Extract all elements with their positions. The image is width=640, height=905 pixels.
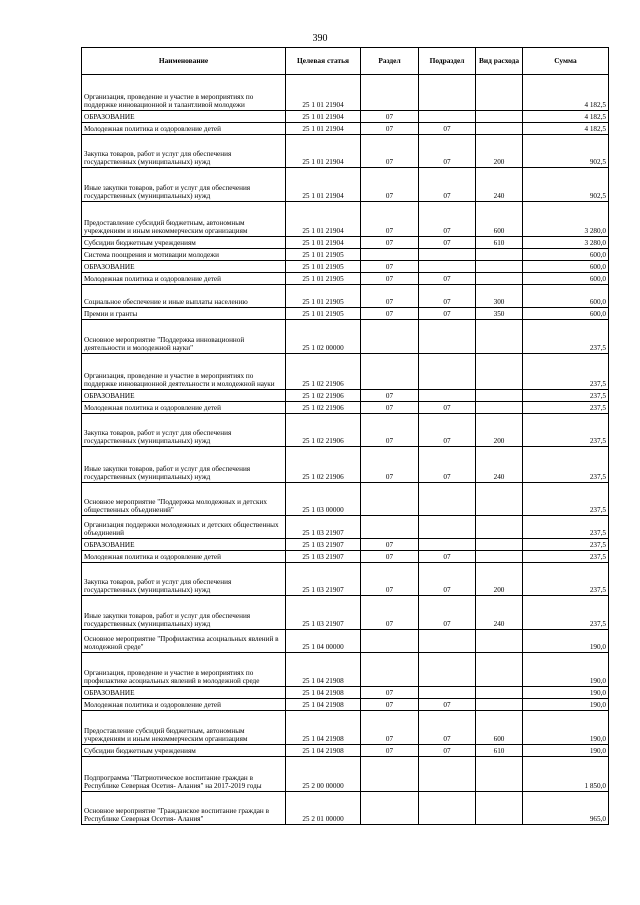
cell-code: 25 1 04 21908 <box>286 653 361 687</box>
table-row <box>82 745 609 757</box>
cell-code: 25 1 01 21905 <box>286 261 361 273</box>
cell-name: Предоставление субсидий бюджетным, автономным учреждениям и иным некоммерческим организациям <box>82 202 286 237</box>
cell-subsection: 07 <box>419 202 476 237</box>
cell-name: Молодежная политика и оздоровление детей <box>82 402 286 414</box>
cell-sum: 190,0 <box>523 630 609 653</box>
table-row <box>82 551 609 563</box>
cell-sum: 190,0 <box>523 711 609 745</box>
header-name: Наименование <box>82 48 286 75</box>
cell-name: Иные закупки товаров, работ и услуг для обеспечения государственных (муниципальных) нужд <box>82 596 286 630</box>
cell-section: 07 <box>361 402 419 414</box>
cell-expense <box>476 630 523 653</box>
table-row <box>82 402 609 414</box>
cell-section <box>361 757 419 792</box>
cell-expense: 200 <box>476 563 523 596</box>
cell-section: 07 <box>361 111 419 123</box>
cell-subsection: 07 <box>419 135 476 168</box>
cell-sum: 3 280,0 <box>523 202 609 237</box>
cell-subsection <box>419 111 476 123</box>
table-row <box>82 285 609 308</box>
cell-code: 25 1 01 21905 <box>286 249 361 261</box>
cell-code: 25 1 01 21905 <box>286 308 361 320</box>
cell-code: 25 1 03 00000 <box>286 483 361 516</box>
cell-code: 25 1 03 21907 <box>286 596 361 630</box>
cell-sum: 237,5 <box>523 551 609 563</box>
cell-section: 07 <box>361 447 419 483</box>
cell-subsection <box>419 792 476 825</box>
cell-sum: 1 850,0 <box>523 757 609 792</box>
cell-sum: 237,5 <box>523 414 609 447</box>
cell-sum: 237,5 <box>523 320 609 354</box>
cell-expense <box>476 261 523 273</box>
cell-code: 25 1 01 21904 <box>286 75 361 111</box>
cell-section: 07 <box>361 699 419 711</box>
cell-name: Иные закупки товаров, работ и услуг для обеспечения государственных (муниципальных) нужд <box>82 447 286 483</box>
cell-sum: 190,0 <box>523 687 609 699</box>
cell-name: Основное мероприятие "Профилактика асоциальных явлений в молодежной среде" <box>82 630 286 653</box>
header-code: Целевая статья <box>286 48 361 75</box>
cell-section <box>361 792 419 825</box>
table-row <box>82 630 609 653</box>
cell-subsection <box>419 390 476 402</box>
table-row <box>82 261 609 273</box>
table-row <box>82 563 609 596</box>
cell-code: 25 1 04 21908 <box>286 745 361 757</box>
cell-sum: 237,5 <box>523 483 609 516</box>
cell-expense: 600 <box>476 202 523 237</box>
cell-section <box>361 653 419 687</box>
cell-subsection: 07 <box>419 551 476 563</box>
cell-section: 07 <box>361 285 419 308</box>
cell-expense <box>476 75 523 111</box>
table-row <box>82 202 609 237</box>
cell-sum: 902,5 <box>523 168 609 202</box>
cell-sum: 4 182,5 <box>523 123 609 135</box>
cell-subsection: 07 <box>419 414 476 447</box>
cell-code: 25 1 01 21904 <box>286 168 361 202</box>
cell-section: 07 <box>361 563 419 596</box>
cell-expense <box>476 516 523 539</box>
cell-section: 07 <box>361 687 419 699</box>
cell-code: 25 1 02 21906 <box>286 402 361 414</box>
cell-name: ОБРАЗОВАНИЕ <box>82 111 286 123</box>
cell-subsection <box>419 354 476 390</box>
cell-code: 25 1 01 21905 <box>286 273 361 285</box>
cell-expense: 300 <box>476 285 523 308</box>
cell-code: 25 2 00 00000 <box>286 757 361 792</box>
cell-sum: 237,5 <box>523 447 609 483</box>
header-section: Раздел <box>361 48 419 75</box>
cell-section: 07 <box>361 123 419 135</box>
cell-name: Премии и гранты <box>82 308 286 320</box>
cell-sum: 600,0 <box>523 261 609 273</box>
cell-subsection: 07 <box>419 168 476 202</box>
cell-subsection <box>419 539 476 551</box>
cell-sum: 600,0 <box>523 285 609 308</box>
cell-section: 07 <box>361 261 419 273</box>
cell-name: Субсидии бюджетным учреждениям <box>82 237 286 249</box>
cell-sum: 4 182,5 <box>523 111 609 123</box>
cell-subsection: 07 <box>419 273 476 285</box>
table-row <box>82 168 609 202</box>
cell-name: Подпрограмма "Патриотическое воспитание граждан в Республике Северная Осетия- Алания" на 2017-2019 годы <box>82 757 286 792</box>
cell-sum: 600,0 <box>523 308 609 320</box>
cell-sum: 237,5 <box>523 354 609 390</box>
cell-code: 25 1 02 21906 <box>286 354 361 390</box>
cell-subsection <box>419 75 476 111</box>
cell-sum: 190,0 <box>523 699 609 711</box>
cell-expense <box>476 792 523 825</box>
cell-subsection: 07 <box>419 285 476 308</box>
cell-name: Социальное обеспечение и иные выплаты населению <box>82 285 286 308</box>
cell-expense <box>476 111 523 123</box>
cell-expense <box>476 687 523 699</box>
table-row <box>82 249 609 261</box>
table-row <box>82 414 609 447</box>
table-row <box>82 447 609 483</box>
cell-expense: 200 <box>476 414 523 447</box>
cell-expense: 240 <box>476 447 523 483</box>
cell-name: Иные закупки товаров, работ и услуг для обеспечения государственных (муниципальных) нужд <box>82 168 286 202</box>
cell-name: Субсидии бюджетным учреждениям <box>82 745 286 757</box>
cell-code: 25 1 03 21907 <box>286 563 361 596</box>
cell-section <box>361 249 419 261</box>
cell-expense <box>476 390 523 402</box>
cell-name: Молодежная политика и оздоровление детей <box>82 551 286 563</box>
table-row <box>82 320 609 354</box>
table-row <box>82 653 609 687</box>
cell-subsection: 07 <box>419 447 476 483</box>
cell-expense: 610 <box>476 237 523 249</box>
cell-subsection: 07 <box>419 596 476 630</box>
cell-subsection <box>419 483 476 516</box>
table-row <box>82 390 609 402</box>
cell-name: ОБРАЗОВАНИЕ <box>82 261 286 273</box>
cell-expense: 350 <box>476 308 523 320</box>
cell-expense <box>476 653 523 687</box>
cell-name: ОБРАЗОВАНИЕ <box>82 390 286 402</box>
page-number: 390 <box>312 33 328 44</box>
cell-section: 07 <box>361 551 419 563</box>
cell-name: Молодежная политика и оздоровление детей <box>82 273 286 285</box>
table-header-row <box>82 48 609 75</box>
cell-section: 07 <box>361 237 419 249</box>
cell-name: Закупка товаров, работ и услуг для обеспечения государственных (муниципальных) нужд <box>82 414 286 447</box>
cell-sum: 237,5 <box>523 596 609 630</box>
cell-code: 25 1 01 21904 <box>286 202 361 237</box>
table-row <box>82 237 609 249</box>
table-row <box>82 699 609 711</box>
cell-code: 25 1 02 21906 <box>286 447 361 483</box>
cell-expense: 600 <box>476 711 523 745</box>
cell-code: 25 1 01 21904 <box>286 135 361 168</box>
cell-subsection: 07 <box>419 402 476 414</box>
cell-code: 25 1 01 21905 <box>286 285 361 308</box>
cell-subsection: 07 <box>419 711 476 745</box>
cell-sum: 4 182,5 <box>523 75 609 111</box>
cell-sum: 237,5 <box>523 516 609 539</box>
cell-expense <box>476 699 523 711</box>
cell-code: 25 1 02 21906 <box>286 390 361 402</box>
cell-name: Основное мероприятие "Поддержка инновационной деятельности и молодежной науки" <box>82 320 286 354</box>
cell-name: ОБРАЗОВАНИЕ <box>82 687 286 699</box>
cell-name: Закупка товаров, работ и услуг для обеспечения государственных (муниципальных) нужд <box>82 135 286 168</box>
cell-section <box>361 320 419 354</box>
table-row <box>82 516 609 539</box>
cell-expense <box>476 483 523 516</box>
cell-section: 07 <box>361 273 419 285</box>
cell-expense <box>476 354 523 390</box>
cell-expense: 240 <box>476 596 523 630</box>
cell-expense <box>476 402 523 414</box>
cell-subsection: 07 <box>419 123 476 135</box>
table-row <box>82 308 609 320</box>
cell-code: 25 1 03 21907 <box>286 539 361 551</box>
table-row <box>82 111 609 123</box>
table-row <box>82 596 609 630</box>
cell-subsection <box>419 261 476 273</box>
cell-expense <box>476 249 523 261</box>
header-expense: Вид расхода <box>476 48 523 75</box>
table-row <box>82 135 609 168</box>
cell-code: 25 1 04 21908 <box>286 687 361 699</box>
cell-subsection: 07 <box>419 237 476 249</box>
table-row <box>82 792 609 825</box>
table-row <box>82 483 609 516</box>
cell-section <box>361 516 419 539</box>
cell-name: Организация, проведение и участие в мероприятиях по профилактике асоциальных явлений в молодежной среде <box>82 653 286 687</box>
cell-code: 25 1 01 21904 <box>286 123 361 135</box>
cell-code: 25 1 03 21907 <box>286 516 361 539</box>
table-row <box>82 757 609 792</box>
budget-table <box>81 47 609 825</box>
cell-sum: 237,5 <box>523 390 609 402</box>
cell-sum: 237,5 <box>523 539 609 551</box>
cell-name: Предоставление субсидий бюджетным, автономным учреждениям и иным некоммерческим организациям <box>82 711 286 745</box>
header-sum: Сумма <box>523 48 609 75</box>
cell-subsection <box>419 516 476 539</box>
cell-subsection <box>419 653 476 687</box>
cell-subsection: 07 <box>419 699 476 711</box>
cell-code: 25 1 03 21907 <box>286 551 361 563</box>
cell-expense <box>476 539 523 551</box>
cell-section: 07 <box>361 539 419 551</box>
cell-section: 07 <box>361 745 419 757</box>
cell-name: Организация поддержки молодежных и детских общественных объединений <box>82 516 286 539</box>
header-subsection: Подраздел <box>419 48 476 75</box>
cell-name: Закупка товаров, работ и услуг для обеспечения государственных (муниципальных) нужд <box>82 563 286 596</box>
cell-sum: 190,0 <box>523 653 609 687</box>
cell-sum: 902,5 <box>523 135 609 168</box>
cell-name: Молодежная политика и оздоровление детей <box>82 699 286 711</box>
cell-sum: 237,5 <box>523 402 609 414</box>
cell-section: 07 <box>361 202 419 237</box>
cell-sum: 600,0 <box>523 273 609 285</box>
cell-code: 25 1 02 00000 <box>286 320 361 354</box>
cell-code: 25 1 04 00000 <box>286 630 361 653</box>
cell-code: 25 1 04 21908 <box>286 699 361 711</box>
cell-expense <box>476 757 523 792</box>
cell-sum: 237,5 <box>523 563 609 596</box>
cell-section: 07 <box>361 596 419 630</box>
cell-name: Организация, проведение и участие в мероприятиях по поддержке инновационной и талантливой молодежи <box>82 75 286 111</box>
table-row <box>82 75 609 111</box>
cell-code: 25 1 04 21908 <box>286 711 361 745</box>
cell-expense <box>476 320 523 354</box>
cell-name: Система поощрения и мотивации молодежи <box>82 249 286 261</box>
cell-code: 25 1 02 21906 <box>286 414 361 447</box>
cell-section: 07 <box>361 390 419 402</box>
cell-subsection: 07 <box>419 308 476 320</box>
cell-subsection: 07 <box>419 745 476 757</box>
cell-name: Молодежная политика и оздоровление детей <box>82 123 286 135</box>
cell-expense <box>476 123 523 135</box>
cell-sum: 190,0 <box>523 745 609 757</box>
cell-expense <box>476 551 523 563</box>
cell-expense <box>476 273 523 285</box>
cell-sum: 600,0 <box>523 249 609 261</box>
cell-code: 25 1 01 21904 <box>286 111 361 123</box>
cell-subsection <box>419 757 476 792</box>
cell-section: 07 <box>361 135 419 168</box>
cell-section <box>361 75 419 111</box>
cell-section: 07 <box>361 168 419 202</box>
cell-sum: 965,0 <box>523 792 609 825</box>
cell-expense: 200 <box>476 135 523 168</box>
cell-expense: 240 <box>476 168 523 202</box>
cell-name: ОБРАЗОВАНИЕ <box>82 539 286 551</box>
cell-section <box>361 483 419 516</box>
cell-subsection <box>419 249 476 261</box>
table-row <box>82 687 609 699</box>
cell-sum: 3 280,0 <box>523 237 609 249</box>
table-row <box>82 539 609 551</box>
cell-subsection: 07 <box>419 563 476 596</box>
table-row <box>82 273 609 285</box>
cell-name: Основное мероприятие "Гражданское воспитание граждан в Республике Северная Осетия- Алания" <box>82 792 286 825</box>
cell-section <box>361 630 419 653</box>
cell-name: Основное мероприятие "Поддержка молодежных и детских общественных объединений" <box>82 483 286 516</box>
cell-code: 25 1 01 21904 <box>286 237 361 249</box>
cell-name: Организация, проведение и участие в мероприятиях по поддержке инновационной деятельности и молодежной науки <box>82 354 286 390</box>
table-row <box>82 711 609 745</box>
cell-code: 25 2 01 00000 <box>286 792 361 825</box>
cell-section <box>361 354 419 390</box>
cell-subsection <box>419 630 476 653</box>
cell-section: 07 <box>361 711 419 745</box>
cell-section: 07 <box>361 414 419 447</box>
cell-expense: 610 <box>476 745 523 757</box>
table-row <box>82 123 609 135</box>
cell-subsection <box>419 687 476 699</box>
cell-subsection <box>419 320 476 354</box>
table-row <box>82 354 609 390</box>
cell-section: 07 <box>361 308 419 320</box>
